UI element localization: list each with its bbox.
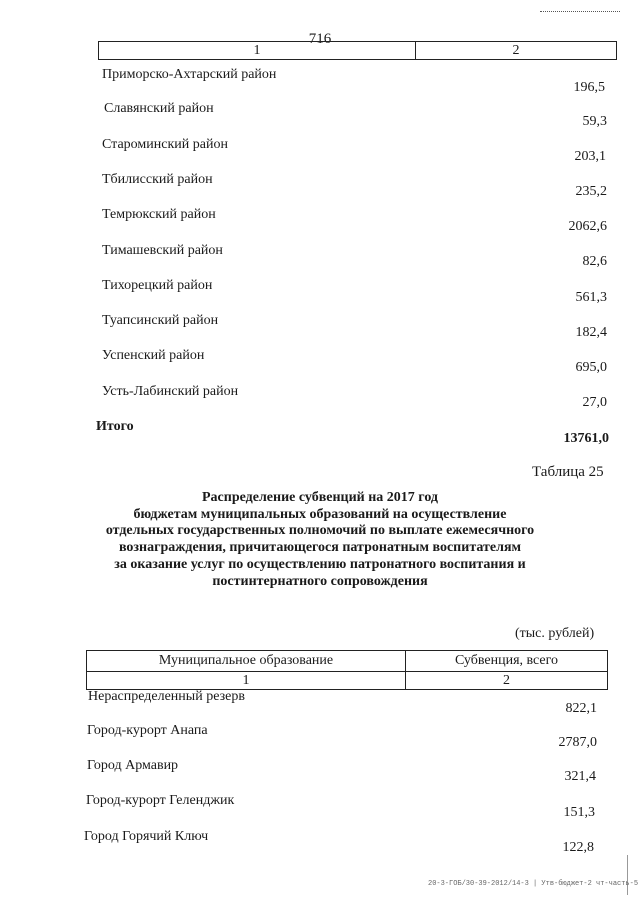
table1-row-name: Приморско-Ахтарский район xyxy=(102,67,277,82)
table2-header-municipality: Муниципальное образование xyxy=(87,651,406,672)
table2-row-name: Нераспределенный резерв xyxy=(88,689,245,704)
table1-row-name: Усть-Лабинский район xyxy=(102,384,239,399)
table2-row-name: Город-курорт Геленджик xyxy=(86,793,235,808)
table1-row-value: 235,2 xyxy=(575,184,607,199)
table2-row-value: 321,4 xyxy=(564,769,596,784)
table2-row-value: 122,8 xyxy=(562,840,594,855)
table1-total-label: Итого xyxy=(96,419,134,434)
title-line: за оказание услуг по осуществлению патронатного воспитания и xyxy=(114,556,526,572)
table2-row-name: Город Горячий Ключ xyxy=(84,829,209,844)
top-divider xyxy=(540,11,620,12)
table1-total-value: 13761,0 xyxy=(563,431,609,446)
title-line: отдельных государственных полномочий по выплате ежемесячного xyxy=(105,523,535,539)
table2-row-value: 822,1 xyxy=(565,701,597,716)
table1-row-value: 59,3 xyxy=(582,114,607,129)
table1-header xyxy=(98,41,617,60)
table1-row-name: Славянский район xyxy=(104,101,214,116)
table1-row-value: 182,4 xyxy=(575,325,607,340)
table1-row-name: Темрюкский район xyxy=(102,207,216,222)
table2-row-name: Город-курорт Анапа xyxy=(87,723,208,738)
title-line: бюджетам муниципальных образований на осуществление xyxy=(133,506,507,522)
table2-col1-number: 1 xyxy=(87,672,406,690)
table1-row-value: 196,5 xyxy=(573,80,605,95)
title-line: вознаграждения, причитающегося патронатным воспитателям xyxy=(118,540,522,556)
table1-row-value: 2062,6 xyxy=(568,219,607,234)
table1-col2-number: 2 xyxy=(416,42,617,60)
table1-row-name: Тимашевский район xyxy=(102,243,223,258)
table1-row-name: Тбилисский район xyxy=(102,172,213,187)
table2-row-value: 151,3 xyxy=(563,805,595,820)
table2-header xyxy=(86,650,608,690)
table2-row-value: 2787,0 xyxy=(558,735,597,750)
scan-edge-mark xyxy=(627,855,628,895)
page-number: 716 xyxy=(308,31,332,47)
table2-row-name: Город Армавир xyxy=(87,758,179,773)
table2-header-subvention: Субвенция, всего xyxy=(406,651,608,672)
table1-row-value: 695,0 xyxy=(575,360,607,375)
table1-row-name: Туапсинский район xyxy=(102,313,219,328)
table1-row-value: 82,6 xyxy=(582,254,607,269)
table-title xyxy=(60,490,580,590)
table2-col2-number: 2 xyxy=(406,672,608,690)
title-line: постинтернатного сопровождения xyxy=(212,573,428,589)
units-label: (тыс. рублей) xyxy=(515,626,595,641)
table1-row-value: 27,0 xyxy=(582,395,607,410)
table-label: Таблица 25 xyxy=(532,464,604,480)
footer-file-path: 20-3-ГОБ/30-39-2012/14-3 | Утв-бюджет-2 чт-часть-5 xyxy=(428,880,639,888)
table1-row-name: Тихорецкий район xyxy=(102,278,213,293)
table1-row-value: 561,3 xyxy=(575,290,607,305)
table1-row-name: Староминский район xyxy=(102,137,228,152)
table1-row-name: Успенский район xyxy=(102,348,205,363)
table1-col1-number: 1 xyxy=(99,42,416,60)
table1-row-value: 203,1 xyxy=(574,149,606,164)
title-line: Распределение субвенций на 2017 год xyxy=(202,490,438,505)
